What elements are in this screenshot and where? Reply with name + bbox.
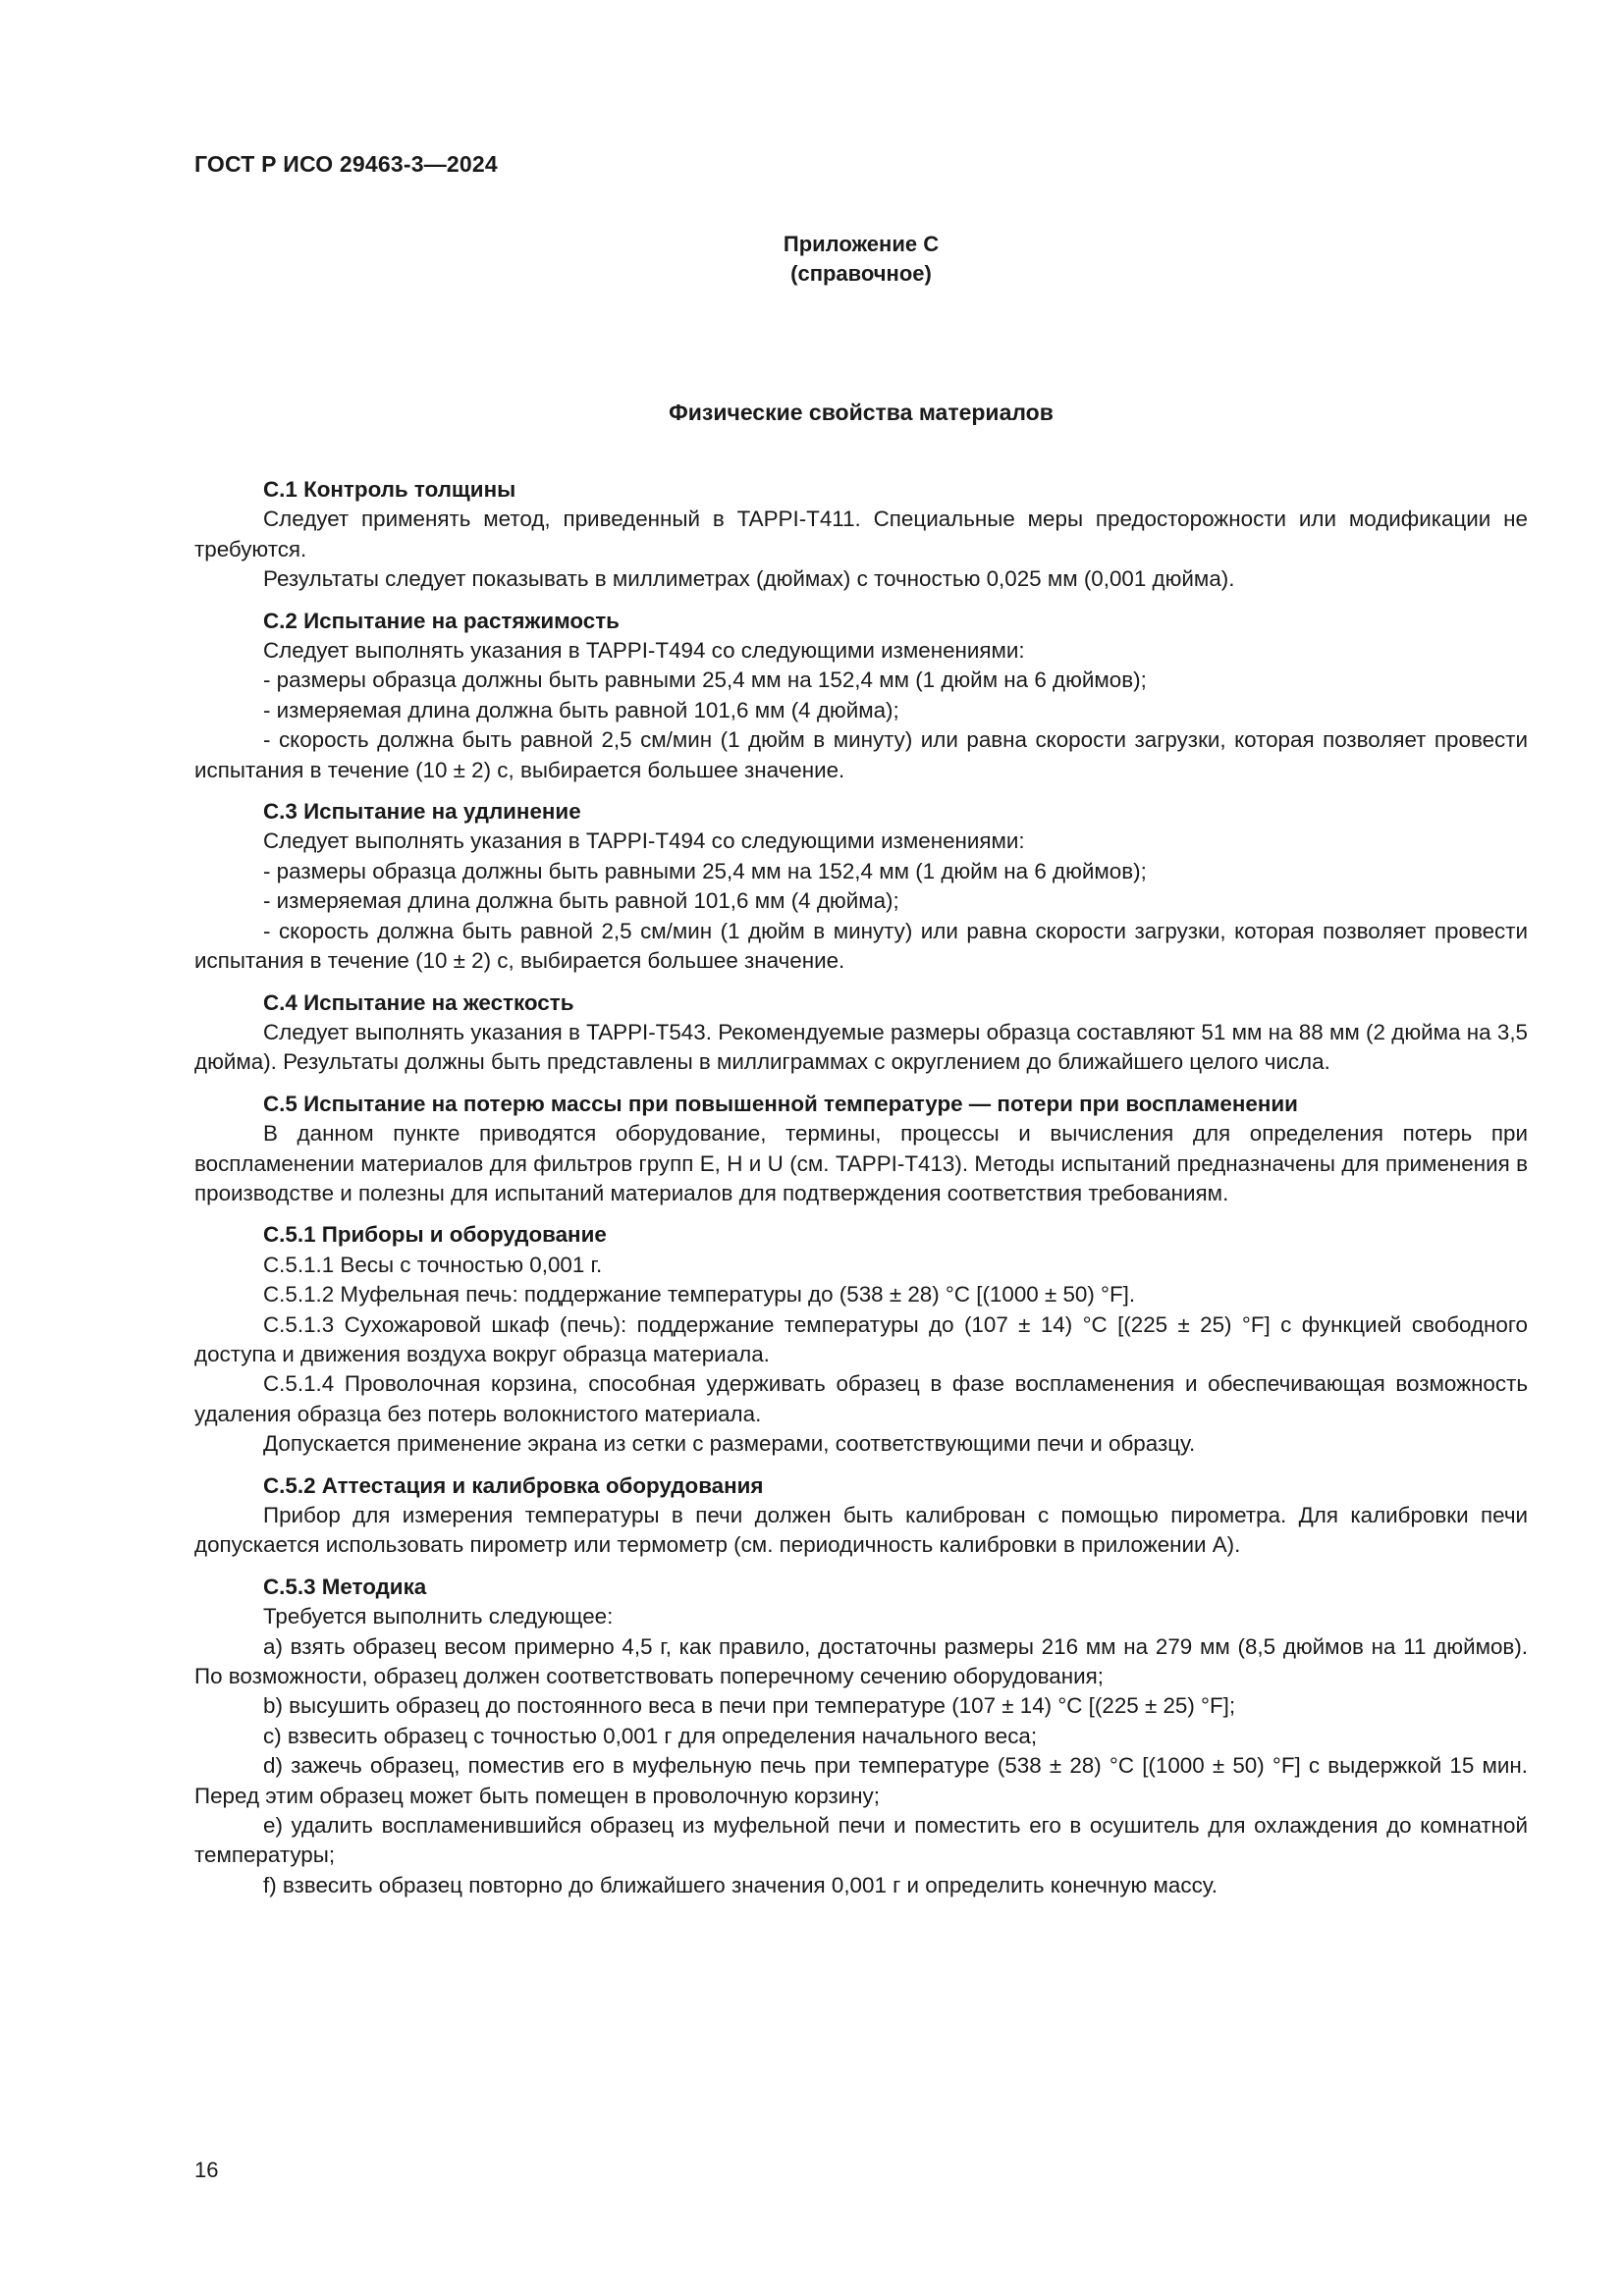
list-item: - размеры образца должны быть равными 25,4 мм на 152,4 мм (1 дюйм на 6 дюймов); xyxy=(263,858,1147,883)
paragraph: Следует выполнять указания в TAPPI-T494 со следующими изменениями: xyxy=(263,638,1025,664)
paragraph: Требуется выполнить следующее: xyxy=(263,1604,614,1629)
list-item: f) взвесить образец повторно до ближайшего значения 0,001 г и определить конечную массу. xyxy=(263,1872,1218,1897)
list-item: e) удалить воспламенившийся образец из муфельной печи и поместить его в осушитель для охлаждения до комнатной температуры; xyxy=(194,1813,1528,1868)
list-item: С.5.1.1 Весы с точностью 0,001 г. xyxy=(263,1252,603,1277)
paragraph: Результаты следует показывать в миллиметрах (дюймах) с точностью 0,025 мм (0,001 дюйма). xyxy=(263,566,1235,592)
page-number: 16 xyxy=(194,2158,219,2182)
list-item: - размеры образца должны быть равными 25,4 мм на 152,4 мм (1 дюйм на 6 дюймов); xyxy=(263,667,1147,693)
paragraph: Следует выполнять указания в TAPPI-T494 со следующими изменениями: xyxy=(263,828,1025,854)
section-heading-c4: С.4 Испытание на жесткость xyxy=(263,989,574,1015)
annex-type: (справочное) xyxy=(790,261,932,286)
list-item: - скорость должна быть равной 2,5 см/мин (1 дюйм в минуту) или равна скорости загрузки, которая позволяет провести испытания в течение (10 ± 2) с, выбирается большее значение. xyxy=(194,918,1528,974)
paragraph: Следует выполнять указания в TAPPI-T543. Рекомендуемые размеры образца составляют 51 мм на 88 мм (2 дюйма на 3,5 дюйма). Результаты должны быть представлены в миллиграммах с округлением до ближайшего целого числа. xyxy=(194,1019,1528,1075)
list-item: c) взвесить образец с точностью 0,001 г для определения начального веса; xyxy=(263,1723,1038,1748)
section-heading-c5-2: С.5.2 Аттестация и калибровка оборудования xyxy=(263,1472,764,1498)
list-item: b) высушить образец до постоянного веса в печи при температуре (107 ± 14) °С [(225 ± 25) °F]; xyxy=(263,1693,1236,1719)
annex-label: Приложение С xyxy=(783,232,940,256)
section-heading-c2: С.2 Испытание на растяжимость xyxy=(263,608,620,633)
paragraph: В данном пункте приводятся оборудование, термины, процессы и вычисления для определения потерь при воспламенении материалов для фильтров групп Е, Н и U (см. TAPPI-T413). Методы испытаний предназначены для применения в производстве и полезны для испытаний материалов для подтверждения соответствия требованиям. xyxy=(194,1121,1528,1205)
paragraph: Прибор для измерения температуры в печи должен быть калиброван с помощью пирометра. Для калибровки печи допускается использовать пирометр или термометр (см. периодичность калибровки в приложении А). xyxy=(194,1503,1528,1558)
document-code: ГОСТ Р ИСО 29463-3—2024 xyxy=(194,151,498,177)
annex-title: Физические свойства материалов xyxy=(669,400,1054,425)
list-item: - скорость должна быть равной 2,5 см/мин (1 дюйм в минуту) или равна скорости загрузки, которая позволяет провести испытания в течение (10 ± 2) с, выбирается большее значение. xyxy=(194,727,1528,782)
list-item: С.5.1.2 Муфельная печь: поддержание температуры до (538 ± 28) °С [(1000 ± 50) °F]. xyxy=(263,1282,1136,1308)
list-item: С.5.1.4 Проволочная корзина, способная удерживать образец в фазе воспламенения и обеспечивающая возможность удаления образца без потерь волокнистого материала. xyxy=(194,1371,1528,1426)
section-heading-c5-1: С.5.1 Приборы и оборудование xyxy=(263,1222,607,1248)
list-item: d) зажечь образец, поместив его в муфельную печь при температуре (538 ± 28) °С [(1000 ± 50) °F] с выдержкой 15 мин. Перед этим образец может быть помещен в проволочную корзину; xyxy=(194,1753,1528,1808)
section-heading-c3: С.3 Испытание на удлинение xyxy=(263,799,581,825)
annex-heading xyxy=(194,230,1528,289)
section-heading-c1: С.1 Контроль толщины xyxy=(263,477,516,502)
list-item: - измеряемая длина должна быть равной 101,6 мм (4 дюйма); xyxy=(263,888,899,914)
section-heading-c5-3: С.5.3 Методика xyxy=(263,1574,427,1599)
paragraph: Следует применять метод, приведенный в TAPPI-T411. Специальные меры предосторожности или модификации не требуются. xyxy=(194,507,1528,561)
list-item: С.5.1.3 Сухожаровой шкаф (печь): поддержание температуры до (107 ± 14) °С [(225 ± 25) °F] с функцией свободного доступа и движения воздуха вокруг образца материала. xyxy=(194,1311,1528,1366)
section-heading-c5: С.5 Испытание на потерю массы при повышенной температуре — потери при воспламенении xyxy=(263,1091,1298,1116)
list-item: Допускается применение экрана из сетки с размерами, соответствующими печи и образцу. xyxy=(263,1431,1196,1457)
list-item: - измеряемая длина должна быть равной 101,6 мм (4 дюйма); xyxy=(263,697,899,722)
document-body xyxy=(194,475,1528,1900)
list-item: a) взять образец весом примерно 4,5 г, как правило, достаточны размеры 216 мм на 279 мм (8,5 дюймов на 11 дюймов). По возможности, образец должен соответствовать поперечному сечению оборудования; xyxy=(194,1633,1528,1689)
